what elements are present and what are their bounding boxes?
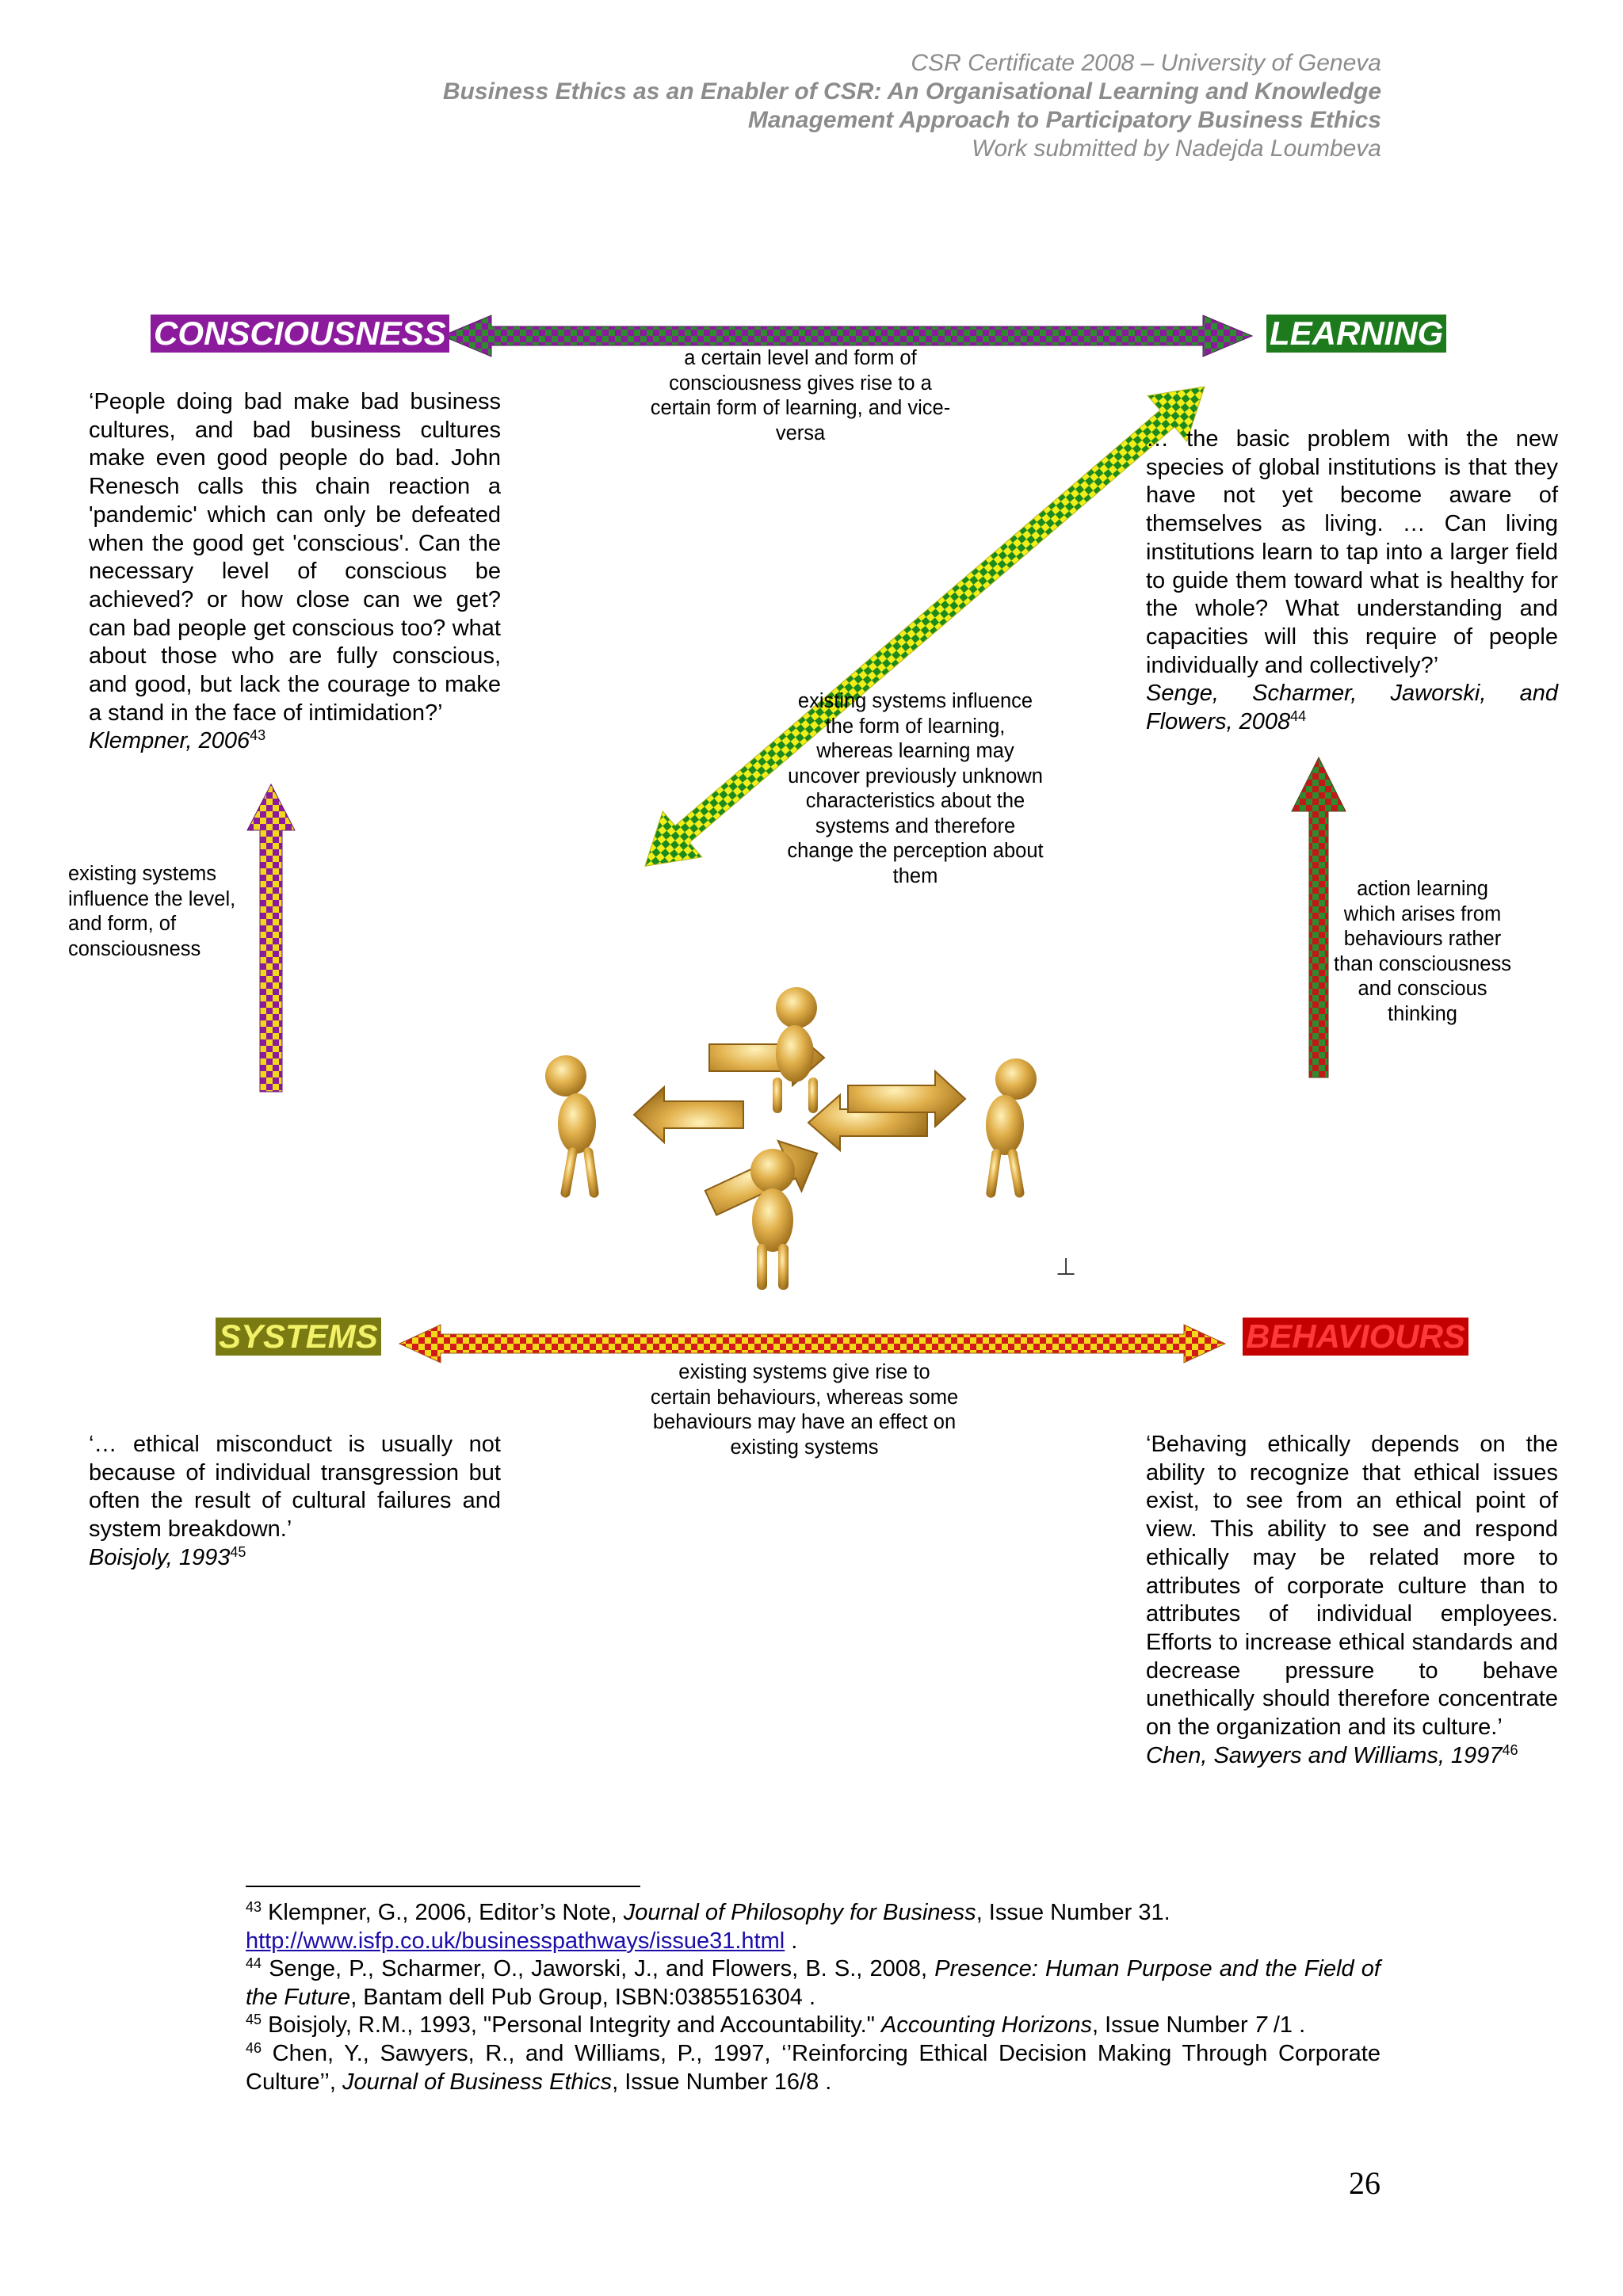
systems-label: SYSTEMS — [216, 1318, 381, 1356]
footnote-43-end: . — [785, 1928, 798, 1954]
footnote-44-text: Senge, P., Scharmer, O., Jaworski, J., and Flowers, B. S., 2008, — [262, 1956, 935, 1981]
bottom-double-arrow — [399, 1325, 1225, 1363]
quote-consciousness-text: ‘People doing bad make bad business cultures, and bad business cultures make even good people do bad. John Renesch calls this chain reaction a 'pandemic' which can only be defeated when the good get 'conscious'. Can the necessary level of conscious be achieved? or how close can we get? can bad people get conscious too? what about those who are fully conscious, and good, but lack the courage to make a stand in the face of intimidation?’ — [89, 389, 501, 726]
quote-systems-citation: Boisjoly, 1993 — [89, 1544, 231, 1570]
quote-learning-text: … the basic problem with the new species of global institutions is that they have not yet become aware of themselves as living. … Can living institutions learn to tap into a larger field to guide them toward what is healthy for the whole? What understanding and capacities will this require of people individually and collectively?’ — [1146, 426, 1558, 678]
quote-learning — [1146, 425, 1558, 737]
footnote-45-number: 45 — [246, 2012, 262, 2027]
footnote-46-number: 46 — [246, 2040, 262, 2056]
footnote-43-journal: Journal of Philosophy for Business — [623, 1900, 976, 1925]
footnote-44 — [246, 1955, 1381, 2012]
footnote-43-link[interactable]: http://www.isfp.co.uk/businesspathways/issue31.html — [246, 1928, 785, 1954]
learning-label: LEARNING — [1266, 315, 1446, 353]
footnote-45-journal: Accounting Horizons — [880, 2012, 1092, 2038]
quote-consciousness — [89, 388, 501, 756]
quote-behaviours-ref: 46 — [1502, 1741, 1518, 1758]
stray-mark: ⊥ — [1056, 1254, 1077, 1280]
behaviours-label: BEHAVIOURS — [1243, 1318, 1468, 1356]
top-arrow-caption: a certain level and form of consciousness gives rise to a certain form of learning, and vice-versa — [650, 347, 951, 444]
quote-systems-ref: 45 — [230, 1543, 246, 1560]
right-arrow-caption: action learning which arises from behaviours rather than consciousness and conscious thinking — [1334, 878, 1511, 1025]
footnote-45 — [246, 2012, 1381, 2040]
left-arrow-caption: existing systems influence the level, and form, of consciousness — [68, 863, 236, 960]
footnote-44-publisher: , Bantam dell Pub Group, ISBN:0385516304 . — [350, 1984, 816, 2010]
footnote-46-journal: Journal of Business Ethics — [342, 2069, 613, 2095]
footnote-46-text: Chen, Y., Sawyers, R., and Williams, P., 1997, ‘’Reinforcing Ethical Decision Making Through Corporate Culture’’, — [246, 2041, 1381, 2095]
quote-systems — [89, 1431, 501, 1573]
quote-consciousness-citation: Klempner, 2006 — [89, 728, 250, 754]
footnote-46-issue: , Issue Number 16/8 . — [612, 2069, 832, 2095]
header-author: Work submitted by Nadejda Loumbeva — [972, 135, 1381, 162]
diagonal-arrow-caption: existing systems influence the form of learning, whereas learning may uncover previously unknown characteristics about the systems and therefore change the perception about them — [787, 690, 1044, 887]
footnote-43-issue: , Issue Number 31. — [976, 1900, 1170, 1925]
footnote-45-text: Boisjoly, R.M., 1993, "Personal Integrity and Accountability." — [262, 2012, 881, 2038]
footnote-44-number: 44 — [246, 1955, 262, 1971]
quote-learning-ref: 44 — [1290, 708, 1307, 725]
footnote-separator — [246, 1886, 640, 1887]
footnote-43-text: Klempner, G., 2006, Editor’s Note, — [262, 1900, 624, 1925]
footnote-43-number: 43 — [246, 1899, 262, 1915]
gold-figures-illustration — [545, 987, 1037, 1290]
header-title-line1: Business Ethics as an Enabler of CSR: An Organisational Learning and Knowledge — [442, 78, 1381, 105]
quote-learning-citation: Senge, Scharmer, Jaworski, and Flowers, 2008 — [1146, 681, 1558, 735]
consciousness-label: CONSCIOUSNESS — [151, 315, 449, 353]
quote-behaviours-text: ‘Behaving ethically depends on the ability to recognize that ethical issues exist, to see from an ethical point of view. This ability to see and respond ethically may be related more to attributes of corporate culture than to attributes of individual employees. Efforts to increase ethical standards and decrease pressure to behave unethically should therefore concentrate on the organization and its culture.’ — [1146, 1432, 1558, 1741]
quote-consciousness-ref: 43 — [250, 727, 266, 744]
header-course: CSR Certificate 2008 – University of Geneva — [911, 50, 1381, 76]
footnote-45-volume: 7 — [1254, 2012, 1267, 2038]
bottom-arrow-caption: existing systems give rise to certain behaviours, whereas some behaviours may have an effect on existing systems — [650, 1361, 959, 1459]
footnote-45-end: /1 . — [1266, 2012, 1306, 2038]
footnote-46 — [246, 2040, 1381, 2096]
footnote-43 — [246, 1899, 1381, 1955]
header-title-line2: Management Approach to Participatory Business Ethics — [747, 107, 1381, 133]
quote-systems-text: ‘… ethical misconduct is usually not because of individual transgression but often the result of cultural failures and system breakdown.’ — [89, 1432, 501, 1543]
footnote-44-title: Presence: Human Purpose and the Field of the Future — [246, 1956, 1381, 2010]
page-number: 26 — [1349, 2165, 1381, 2201]
quote-behaviours-citation: Chen, Sawyers and Williams, 1997 — [1146, 1742, 1503, 1768]
footnote-45-issue-label: , Issue Number — [1091, 2012, 1254, 2038]
quote-behaviours — [1146, 1431, 1558, 1770]
